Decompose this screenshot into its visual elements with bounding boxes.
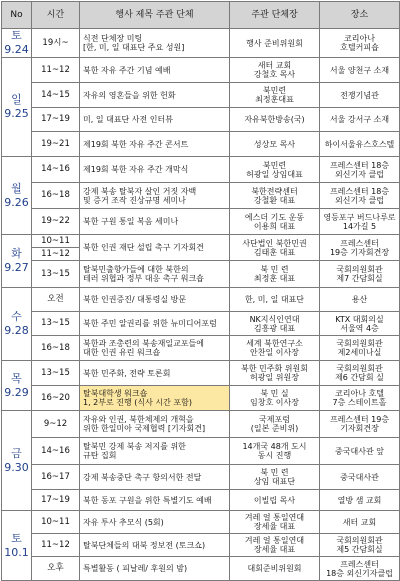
- header-title: 행사 제목 주관 단체: [80, 2, 230, 29]
- table-row: [2, 209, 400, 235]
- table-row: [2, 132, 400, 157]
- table-row: [2, 386, 400, 411]
- title-line: 테러 위협과 정부 대응 촉구 워크숍: [83, 274, 204, 283]
- schedule-body: [2, 29, 400, 581]
- table-row: [2, 183, 400, 209]
- time-cell: 14~16: [32, 438, 80, 465]
- title-cell: [80, 386, 230, 411]
- title-line: 제19회 북한 자유 주간 콘서트: [83, 139, 189, 149]
- host-cell: [230, 361, 320, 386]
- title-line: 및 증거 조작 진상규명 세미나: [83, 195, 186, 205]
- host-line: 에스더 기도 운동: [244, 212, 305, 222]
- title-line: 북한 자유 주간 기념 예배: [83, 65, 171, 75]
- place-line: 새터 교회: [342, 517, 377, 527]
- place-line: 용산: [351, 295, 368, 304]
- place-line: 중국대사관: [340, 472, 379, 482]
- time-cell: 14~16: [32, 157, 80, 183]
- host-line: 안찬일 이사장: [250, 348, 299, 357]
- host-line: 겨레 얼 통일연대: [244, 536, 305, 545]
- table-row: [2, 511, 400, 534]
- title-line: 북한 주민 알권리를 위한 뉴미디어포럼: [83, 319, 217, 328]
- host-line: 최정훈 대표: [253, 274, 296, 283]
- place-line: 코리아나: [344, 34, 375, 43]
- title-cell: [80, 361, 230, 386]
- title-line: 북한 인권증진/ 대통령실 방문: [83, 295, 187, 304]
- time-cell: 16~18: [32, 336, 80, 361]
- host-cell: [230, 438, 320, 465]
- host-line: 이빌립 목사: [253, 495, 296, 505]
- place-cell: [320, 58, 400, 83]
- table-row: [2, 557, 400, 581]
- time-cell: 오전: [32, 288, 80, 312]
- time-cell: 9~12: [32, 411, 80, 438]
- time-cell: 17~19: [32, 490, 80, 511]
- place-cell: [320, 511, 400, 534]
- place-cell: [320, 411, 400, 438]
- place-line: 국회의원회관: [336, 339, 383, 348]
- place-cell: [320, 336, 400, 361]
- place-cell: [320, 108, 400, 132]
- host-cell: [230, 288, 320, 312]
- host-line: 북민련: [262, 160, 287, 170]
- place-line: 프레스센터 18층: [329, 186, 390, 196]
- title-line: 자유와 인권, 북한체제의 개혁을: [83, 415, 194, 424]
- time-cell: 10~11: [32, 235, 80, 248]
- title-line: 자유 투사 추모식 (5회): [83, 517, 164, 527]
- time-cell: 13~15: [32, 312, 80, 336]
- place-line: 프레스센터 18층: [329, 160, 390, 170]
- time-cell: 16~18: [32, 183, 80, 209]
- host-cell: [230, 108, 320, 132]
- time-cell: 오후: [32, 557, 80, 581]
- place-line: 14가길 5: [342, 221, 377, 231]
- place-line: 제7 간담회실: [336, 274, 383, 283]
- host-cell: [230, 411, 320, 438]
- place-line: 전쟁기념관: [340, 90, 379, 100]
- title-line: 북한 인권 재단 설립 촉구 기자회견: [83, 243, 204, 252]
- host-line: 14개국 48개 도시: [242, 442, 307, 451]
- host-line: 김흥광 대표: [253, 323, 296, 333]
- host-line: 상임 대표단: [253, 477, 296, 486]
- time-cell: 10~11: [32, 511, 80, 534]
- time-cell: 11~12: [32, 58, 80, 83]
- table-row: [2, 438, 400, 465]
- host-cell: [230, 132, 320, 157]
- place-line: 국회의원회관: [336, 536, 383, 545]
- host-line: 새터 교회: [257, 61, 292, 70]
- title-line: 규탄 집회: [83, 451, 117, 460]
- place-cell: [320, 209, 400, 235]
- time-cell: 11~12: [32, 248, 80, 261]
- title-line: 강제 북송 탈북자 살인 거짓 자백: [83, 186, 197, 196]
- title-cell: [80, 108, 230, 132]
- place-cell: [320, 83, 400, 108]
- time-cell: 19~21: [32, 132, 80, 157]
- place-line: 18층 외신기자클럽: [326, 568, 393, 578]
- place-cell: [320, 261, 400, 288]
- title-line: 탈북단체들의 대북 정보전 (토크쇼): [83, 540, 206, 550]
- title-line: 대한 인권 유린 워크숍: [83, 348, 161, 357]
- table-row: [2, 465, 400, 490]
- place-line: 국회의원회관: [336, 364, 383, 373]
- place-cell: [320, 132, 400, 157]
- header-no: No: [2, 2, 32, 29]
- place-line: 19층 기자회견장: [329, 247, 390, 257]
- host-line: 장세율 대표: [253, 545, 296, 554]
- title-line: 식전 단체장 미팅: [83, 34, 143, 43]
- title-line: 탈북민 강제 북송 저지를 위한: [83, 442, 186, 451]
- host-line: 한, 미, 일 대표단: [244, 295, 305, 304]
- time-cell: 17~19: [32, 108, 80, 132]
- title-line: 탈북대학생 워크숍: [83, 389, 148, 398]
- table-row: [2, 235, 400, 248]
- title-cell: [80, 288, 230, 312]
- title-cell: [80, 411, 230, 438]
- time-cell: 19시~: [32, 29, 80, 58]
- host-cell: [230, 557, 320, 581]
- table-row: [2, 411, 400, 438]
- title-cell: [80, 183, 230, 209]
- host-cell: [230, 157, 320, 183]
- title-line: 북한과 조총련의 북송재일교포들에: [83, 339, 205, 348]
- place-cell: [320, 235, 400, 261]
- place-cell: [320, 386, 400, 411]
- host-line: 북민련: [262, 86, 287, 95]
- table-row: [2, 261, 400, 288]
- title-cell: [80, 534, 230, 557]
- place-line: 7층 스테이트홀: [332, 398, 387, 407]
- host-line: 김태훈 대표: [253, 247, 296, 257]
- day-cell: 수 9.28: [2, 288, 32, 361]
- host-cell: [230, 261, 320, 288]
- host-line: 세계 북한연구소: [246, 339, 303, 348]
- time-cell: 16~17: [32, 465, 80, 490]
- place-cell: [320, 465, 400, 490]
- host-line: 북 민 실: [260, 389, 289, 398]
- host-line: 강철환 대표: [253, 195, 296, 205]
- host-cell: [230, 490, 320, 511]
- title-cell: [80, 438, 230, 465]
- title-line: 자유의 영혼들을 위한 헌화: [83, 90, 176, 100]
- day-cell: 목 9.29: [2, 361, 32, 411]
- title-cell: [80, 83, 230, 108]
- host-line: 국제포럼: [259, 415, 290, 424]
- header-place: 장소: [320, 2, 400, 29]
- day-cell: 월 9.26: [2, 157, 32, 235]
- place-line: 제2세미나실: [337, 348, 382, 357]
- day-cell: 금 9.30: [2, 411, 32, 511]
- place-cell: [320, 312, 400, 336]
- table-row: [2, 336, 400, 361]
- title-line: 탈북민출향가들에 대한 북한의: [83, 265, 189, 274]
- title-cell: [80, 157, 230, 183]
- time-cell: 11~12: [32, 534, 80, 557]
- table-row: [2, 490, 400, 511]
- host-cell: [230, 29, 320, 58]
- place-line: 제6 간담회 실: [335, 373, 384, 382]
- host-cell: [230, 386, 320, 411]
- title-cell: [80, 235, 230, 261]
- table-row: [2, 108, 400, 132]
- place-cell: [320, 361, 400, 386]
- title-line: 제19회 북한 자유 주간 개막식: [83, 165, 189, 174]
- place-line: 프레스센터 19층: [329, 415, 390, 424]
- host-cell: [230, 183, 320, 209]
- host-line: 북 민 련: [260, 265, 289, 274]
- place-line: 외신기자 클럽: [335, 169, 384, 179]
- place-line: 서울 양천구 소재: [329, 65, 390, 75]
- host-line: 대회준비위원회: [247, 564, 302, 573]
- host-cell: [230, 209, 320, 235]
- place-cell: [320, 438, 400, 465]
- place-cell: [320, 157, 400, 183]
- table-row: [2, 534, 400, 557]
- table-row: [2, 29, 400, 58]
- table-row: [2, 157, 400, 183]
- place-line: 하이서울유스호스텔: [324, 139, 395, 149]
- place-line: 외신기자 클럽: [335, 195, 384, 205]
- title-line: 북한 동포 구원을 위한 특별기도 예배: [83, 495, 212, 505]
- host-cell: [230, 465, 320, 490]
- place-line: 영등포구 버드나루로: [323, 212, 396, 222]
- title-cell: [80, 58, 230, 83]
- header-time: 시간: [32, 2, 80, 29]
- place-line: 서울 강서구 소재: [329, 115, 390, 124]
- time-cell: 13~15: [32, 261, 80, 288]
- time-cell: 16~20: [32, 386, 80, 411]
- title-line: 북한 구원 통일 복음 세미나: [83, 217, 179, 226]
- host-line: 임창호 이사장: [250, 398, 299, 407]
- host-line: 겨레 얼 통일연대: [244, 513, 305, 522]
- title-line: 특별활동 ( 피날레/ 후원의 밤): [83, 564, 188, 573]
- host-line: 허광일 위원장: [250, 373, 299, 382]
- host-line: 자유북한방송(국): [244, 115, 305, 124]
- header-row: [2, 2, 400, 29]
- host-line: 사단법인 북한민권: [242, 238, 307, 248]
- place-cell: [320, 183, 400, 209]
- time-cell: 14~15: [32, 83, 80, 108]
- day-cell: 일 9.25: [2, 58, 32, 157]
- host-line: 허광일 상임대표: [246, 169, 303, 179]
- host-line: 행사 준비위원회: [246, 38, 303, 48]
- host-cell: [230, 511, 320, 534]
- host-cell: [230, 534, 320, 557]
- header-host: 주관 단체장: [230, 2, 320, 29]
- host-line: 강철호 목사: [253, 70, 296, 79]
- time-cell: 13~15: [32, 361, 80, 386]
- host-line: 이용희 대표: [253, 221, 296, 231]
- title-cell: [80, 209, 230, 235]
- host-line: 성상모 목사: [253, 139, 296, 149]
- host-line: 북한전략센터: [251, 186, 298, 196]
- place-line: 코리아나 호텔: [335, 389, 384, 398]
- title-cell: [80, 511, 230, 534]
- day-cell: 화 9.27: [2, 235, 32, 288]
- host-line: (일본 준비위): [250, 424, 299, 433]
- time-cell: 19~22: [32, 209, 80, 235]
- host-line: 최정훈대표: [255, 95, 294, 104]
- title-line: 1, 2부로 진행 (식사 시간 포함): [83, 398, 192, 407]
- host-line: NK지식인연대: [249, 314, 300, 324]
- title-cell: [80, 261, 230, 288]
- day-cell: 토 9.24: [2, 29, 32, 58]
- host-line: 장세율 대표: [253, 522, 296, 531]
- title-line: 위한 한일미아 국제협력 [기자회견]: [83, 424, 206, 433]
- place-line: 서울역 4층: [340, 323, 379, 333]
- place-line: 기자회견장: [340, 424, 379, 433]
- place-line: 호텔커피숍: [340, 43, 379, 52]
- title-line: 강제 북송중단 촉구 항의서한 전달: [83, 472, 202, 482]
- host-cell: [230, 312, 320, 336]
- place-line: 중국대사관 앞: [335, 446, 384, 456]
- table-row: [2, 83, 400, 108]
- place-line: 국회의원회관: [336, 265, 383, 274]
- title-line: 미, 일 대표단 사전 인터뷰: [83, 115, 173, 124]
- host-cell: [230, 336, 320, 361]
- table-row: [2, 288, 400, 312]
- event-schedule-table: [1, 1, 400, 581]
- title-cell: [80, 336, 230, 361]
- place-cell: [320, 288, 400, 312]
- host-cell: [230, 83, 320, 108]
- place-line: 제5 간담회실: [336, 545, 383, 554]
- place-line: 프레스센터: [340, 559, 379, 569]
- table-row: [2, 361, 400, 386]
- title-cell: [80, 29, 230, 58]
- place-line: KTX 대회의실: [335, 314, 384, 324]
- host-cell: [230, 58, 320, 83]
- place-cell: [320, 557, 400, 581]
- title-cell: [80, 312, 230, 336]
- table-row: [2, 312, 400, 336]
- place-line: 프레스센터: [340, 238, 379, 248]
- place-cell: [320, 534, 400, 557]
- host-cell: [230, 235, 320, 261]
- place-cell: [320, 490, 400, 511]
- host-line: 북한 민주화 위원회: [241, 364, 308, 373]
- title-line: 북한 민주화, 전략 토론회: [83, 368, 171, 378]
- title-cell: [80, 132, 230, 157]
- title-cell: [80, 465, 230, 490]
- title-cell: [80, 490, 230, 511]
- place-line: 열방 샘 교회: [337, 495, 382, 505]
- day-cell: 토 10.1: [2, 511, 32, 581]
- title-line: [한, 미, 일 대표단 주요 성원]: [83, 43, 185, 52]
- host-line: 북 민 련: [260, 468, 289, 477]
- place-cell: [320, 29, 400, 58]
- table-row: [2, 58, 400, 83]
- title-cell: [80, 557, 230, 581]
- host-line: 동시 진행: [257, 451, 292, 460]
